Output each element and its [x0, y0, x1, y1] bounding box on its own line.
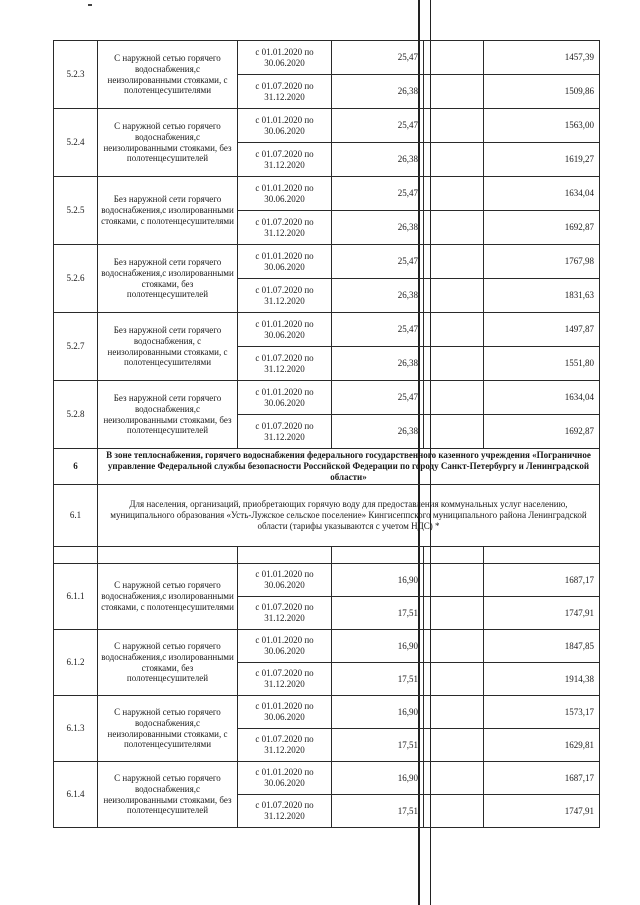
row-number: 5.2.7 — [54, 313, 98, 381]
row-number: 5.2.5 — [54, 177, 98, 245]
row-description: С наружной сетью горячего водоснабжения,с неизолированными стояками, с полотенцесушителями — [98, 696, 238, 762]
empty-cell — [424, 795, 484, 828]
total-cell: 1563,00 — [484, 109, 600, 143]
scan-speck — [88, 4, 92, 6]
row-number: 5.2.8 — [54, 381, 98, 449]
total-cell: 1692,87 — [484, 211, 600, 245]
value-cell: 26,38 — [332, 279, 424, 313]
empty-cell — [424, 729, 484, 762]
row-description: Без наружной сети горячего водоснабжения,с неизолированными стояками, без полотенцесушителей — [98, 381, 238, 449]
section-row — [54, 449, 600, 485]
row-description: С наружной сетью горячего водоснабжения,с изолированными стояками, с полотенцесушителями — [98, 564, 238, 630]
empty-cell — [424, 564, 484, 597]
value-cell: 25,47 — [332, 109, 424, 143]
table-row — [54, 245, 600, 279]
table-row — [54, 762, 600, 795]
empty-cell — [424, 75, 484, 109]
value-cell: 26,38 — [332, 347, 424, 381]
empty-cell — [424, 279, 484, 313]
period-cell: с 01.07.2020 по 31.12.2020 — [238, 279, 332, 313]
empty-cell — [424, 762, 484, 795]
value-cell: 17,51 — [332, 663, 424, 696]
value-cell: 17,51 — [332, 729, 424, 762]
value-cell: 26,38 — [332, 143, 424, 177]
total-cell: 1457,39 — [484, 41, 600, 75]
value-cell: 16,90 — [332, 696, 424, 729]
period-cell: с 01.07.2020 по 31.12.2020 — [238, 143, 332, 177]
table-row — [54, 381, 600, 415]
value-cell: 26,38 — [332, 211, 424, 245]
empty-cell — [424, 347, 484, 381]
period-cell: с 01.01.2020 по 30.06.2020 — [238, 762, 332, 795]
empty-cell — [424, 313, 484, 347]
table-row — [54, 41, 600, 75]
period-cell: с 01.07.2020 по 31.12.2020 — [238, 795, 332, 828]
period-cell: с 01.01.2020 по 30.06.2020 — [238, 696, 332, 729]
section-title: В зоне теплоснабжения, горячего водоснабжения федерального государственного казенного учреждения «Пограничное управление Федеральной службы безопасности Российской Федерации по городу Санкт-Петербургу и Ленинградской области» — [98, 449, 600, 485]
empty-cell — [332, 547, 424, 564]
value-cell: 26,38 — [332, 75, 424, 109]
empty-cell — [424, 109, 484, 143]
empty-row — [54, 547, 600, 564]
value-cell: 26,38 — [332, 415, 424, 449]
empty-cell — [424, 177, 484, 211]
empty-cell — [238, 547, 332, 564]
total-cell: 1687,17 — [484, 564, 600, 597]
total-cell: 1629,81 — [484, 729, 600, 762]
total-cell: 1692,87 — [484, 415, 600, 449]
row-description: С наружной сетью горячего водоснабжения,с изолированными стояками, без полотенцесушителей — [98, 630, 238, 696]
row-number: 6.1.4 — [54, 762, 98, 828]
period-cell: с 01.07.2020 по 31.12.2020 — [238, 211, 332, 245]
empty-cell — [424, 630, 484, 663]
total-cell: 1687,17 — [484, 762, 600, 795]
empty-cell — [424, 245, 484, 279]
period-cell: с 01.01.2020 по 30.06.2020 — [238, 564, 332, 597]
table-row — [54, 696, 600, 729]
total-cell: 1831,63 — [484, 279, 600, 313]
period-cell: с 01.07.2020 по 31.12.2020 — [238, 347, 332, 381]
row-description: С наружной сетью горячего водоснабжения,с неизолированными стояками, без полотенцесушителей — [98, 762, 238, 828]
period-cell: с 01.07.2020 по 31.12.2020 — [238, 663, 332, 696]
value-cell: 17,51 — [332, 795, 424, 828]
value-cell: 16,90 — [332, 762, 424, 795]
empty-cell — [424, 597, 484, 630]
empty-cell — [424, 696, 484, 729]
period-cell: с 01.01.2020 по 30.06.2020 — [238, 177, 332, 211]
row-number: 6.1.1 — [54, 564, 98, 630]
total-cell: 1747,91 — [484, 795, 600, 828]
row-description: Без наружной сети горячего водоснабжения,с изолированными стояками, с полотенцесушителями — [98, 177, 238, 245]
value-cell: 25,47 — [332, 41, 424, 75]
table-row — [54, 564, 600, 597]
subsection-title: Для населения, организаций, приобретающих горячую воду для предоставления коммунальных услуг населению, муниципального образования «Усть-Лужское сельское поселение» Кингисеппского муниципального района Ленинградской области (тарифы указываются с учетом НДС) * — [98, 485, 600, 547]
tariff-table — [53, 40, 600, 828]
total-cell: 1914,38 — [484, 663, 600, 696]
empty-cell — [424, 663, 484, 696]
empty-cell — [424, 41, 484, 75]
period-cell: с 01.01.2020 по 30.06.2020 — [238, 630, 332, 663]
row-number: 6.1.2 — [54, 630, 98, 696]
total-cell: 1747,91 — [484, 597, 600, 630]
value-cell: 25,47 — [332, 381, 424, 415]
row-description: Без наружной сети горячего водоснабжения,с изолированными стояками, без полотенцесушителей — [98, 245, 238, 313]
empty-cell — [484, 547, 600, 564]
empty-cell — [424, 143, 484, 177]
value-cell: 25,47 — [332, 177, 424, 211]
value-cell: 17,51 — [332, 597, 424, 630]
value-cell: 16,90 — [332, 564, 424, 597]
period-cell: с 01.01.2020 по 30.06.2020 — [238, 381, 332, 415]
table-row — [54, 630, 600, 663]
total-cell: 1767,98 — [484, 245, 600, 279]
row-number: 6.1.3 — [54, 696, 98, 762]
row-description: С наружной сетью горячего водоснабжения,с неизолированными стояками, с полотенцесушителями — [98, 41, 238, 109]
period-cell: с 01.01.2020 по 30.06.2020 — [238, 313, 332, 347]
empty-cell — [424, 415, 484, 449]
total-cell: 1573,17 — [484, 696, 600, 729]
total-cell: 1551,80 — [484, 347, 600, 381]
total-cell: 1497,87 — [484, 313, 600, 347]
total-cell: 1634,04 — [484, 177, 600, 211]
row-description: Без наружной сети горячего водоснабжения, с неизолированными стояками, с полотенцесушителями — [98, 313, 238, 381]
row-description: С наружной сетью горячего водоснабжения,с неизолированными стояками, без полотенцесушителей — [98, 109, 238, 177]
table-row — [54, 313, 600, 347]
period-cell: с 01.01.2020 по 30.06.2020 — [238, 109, 332, 143]
empty-cell — [54, 547, 98, 564]
total-cell: 1634,04 — [484, 381, 600, 415]
period-cell: с 01.07.2020 по 31.12.2020 — [238, 597, 332, 630]
row-number: 5.2.6 — [54, 245, 98, 313]
period-cell: с 01.07.2020 по 31.12.2020 — [238, 729, 332, 762]
value-cell: 25,47 — [332, 313, 424, 347]
empty-cell — [424, 211, 484, 245]
period-cell: с 01.01.2020 по 30.06.2020 — [238, 245, 332, 279]
total-cell: 1509,86 — [484, 75, 600, 109]
period-cell: с 01.07.2020 по 31.12.2020 — [238, 415, 332, 449]
subsection-number: 6.1 — [54, 485, 98, 547]
value-cell: 16,90 — [332, 630, 424, 663]
row-number: 5.2.4 — [54, 109, 98, 177]
empty-cell — [424, 547, 484, 564]
table-row — [54, 109, 600, 143]
total-cell: 1619,27 — [484, 143, 600, 177]
empty-cell — [424, 381, 484, 415]
period-cell: с 01.07.2020 по 31.12.2020 — [238, 75, 332, 109]
subsection-row — [54, 485, 600, 547]
row-number: 5.2.3 — [54, 41, 98, 109]
total-cell: 1847,85 — [484, 630, 600, 663]
table-row — [54, 177, 600, 211]
period-cell: с 01.01.2020 по 30.06.2020 — [238, 41, 332, 75]
value-cell: 25,47 — [332, 245, 424, 279]
empty-cell — [98, 547, 238, 564]
section-number: 6 — [54, 449, 98, 485]
